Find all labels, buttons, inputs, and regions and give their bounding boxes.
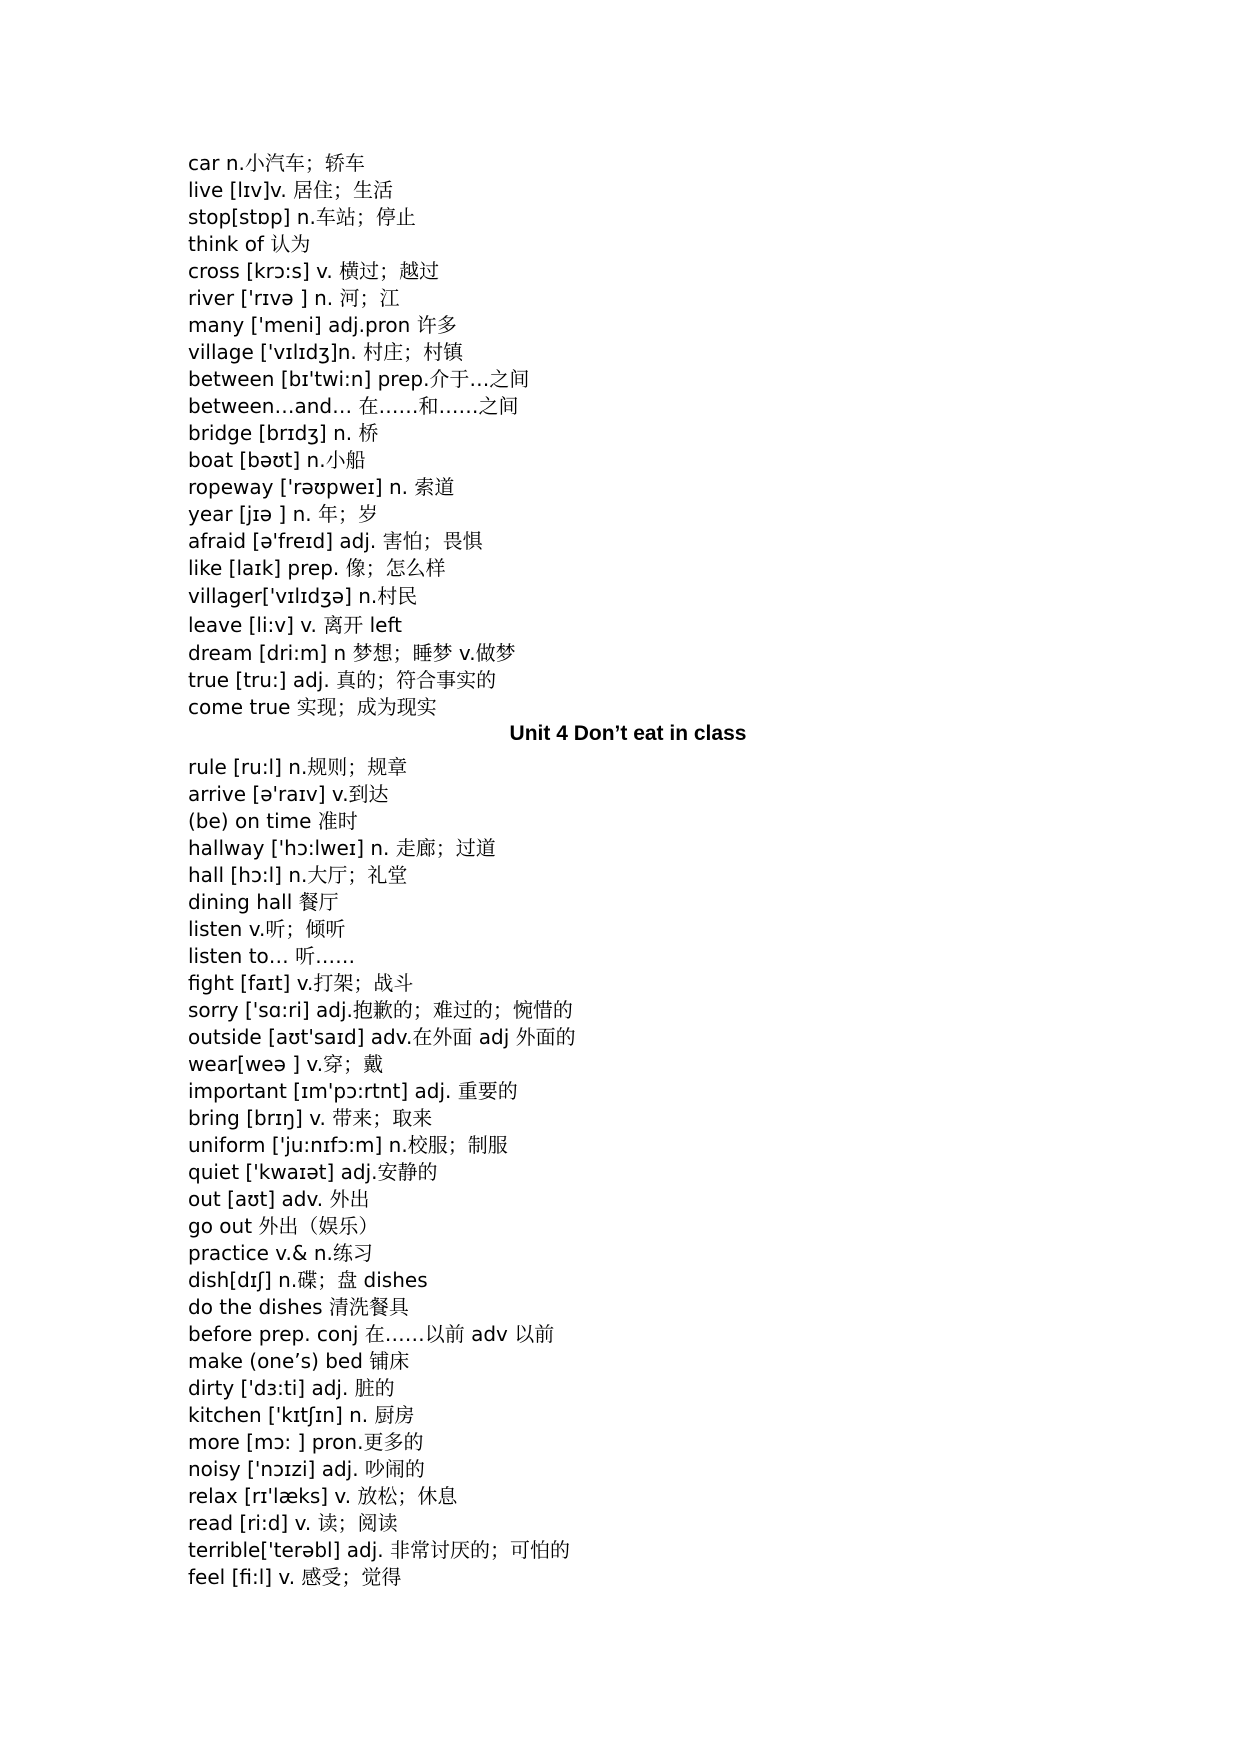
vocab-entry: like [laɪk] prep. 像；怎么样 (188, 556, 446, 580)
vocab-entry: live [lɪv]v. 居住；生活 (188, 178, 394, 202)
vocab-entry: feel [fi:l] v. 感受；觉得 (188, 1565, 402, 1589)
vocab-entry: arrive [ə'raɪv] v.到达 (188, 782, 389, 806)
vocab-entry: uniform ['ju:nɪfɔ:m] n.校服；制服 (188, 1133, 508, 1157)
vocab-entry: before prep. conj 在……以前 adv 以前 (188, 1322, 555, 1346)
vocab-entry: true [tru:] adj. 真的；符合事实的 (188, 668, 497, 692)
vocab-entry: relax [rɪ'læks] v. 放松；休息 (188, 1484, 458, 1508)
vocab-entry: listen to… 听…… (188, 944, 356, 968)
vocab-entry: bridge [brɪdʒ] n. 桥 (188, 421, 379, 445)
vocab-entry: bring [brɪŋ] v. 带来；取来 (188, 1106, 433, 1130)
vocab-entry: dirty ['dɜ:ti] adj. 脏的 (188, 1376, 395, 1400)
vocab-entry: outside [aʊt'saɪd] adv.在外面 adj 外面的 (188, 1025, 576, 1049)
vocab-entry: wear[weə ] v.穿；戴 (188, 1052, 384, 1076)
vocab-entry: terrible['terəbl] adj. 非常讨厌的；可怕的 (188, 1538, 570, 1562)
unit-heading: Unit 4 Don’t eat in class (509, 722, 747, 745)
vocab-entry: many ['meni] adj.pron 许多 (188, 313, 457, 337)
vocab-entry: important [ɪm'pɔ:rtnt] adj. 重要的 (188, 1079, 518, 1103)
vocab-entry: boat [bəʊt] n.小船 (188, 448, 366, 472)
vocab-entry: quiet ['kwaɪət] adj.安静的 (188, 1160, 438, 1184)
vocab-entry: come true 实现；成为现实 (188, 695, 437, 719)
vocab-entry: go out 外出（娱乐） (188, 1214, 379, 1238)
vocab-entry: kitchen ['kɪtʃɪn] n. 厨房 (188, 1403, 415, 1427)
vocab-entry: year [jɪə ] n. 年；岁 (188, 502, 378, 526)
vocab-entry: dining hall 餐厅 (188, 890, 339, 914)
vocab-entry: sorry ['sɑ:ri] adj.抱歉的；难过的；惋惜的 (188, 998, 573, 1022)
vocab-entry: dish[dɪʃ] n.碟；盘 dishes (188, 1268, 428, 1292)
vocab-entry: make (one’s) bed 铺床 (188, 1349, 410, 1373)
vocab-entry: dream [dri:m] n 梦想；睡梦 v.做梦 (188, 641, 516, 665)
vocab-entry: stop[stɒp] n.车站；停止 (188, 205, 416, 229)
vocab-entry: cross [krɔ:s] v. 横过；越过 (188, 259, 440, 283)
vocab-entry: rule [ru:l] n.规则；规章 (188, 755, 408, 779)
vocab-entry: out [aʊt] adv. 外出 (188, 1187, 370, 1211)
vocab-entry: (be) on time 准时 (188, 809, 358, 833)
vocabulary-list-after (188, 754, 1068, 1591)
vocab-entry: village ['vɪlɪdʒ]n. 村庄；村镇 (188, 340, 464, 364)
vocab-entry: between [bɪ'twi:n] prep.介于…之间 (188, 367, 530, 391)
vocab-entry: read [ri:d] v. 读；阅读 (188, 1511, 398, 1535)
vocab-entry: listen v.听；倾听 (188, 917, 346, 941)
vocabulary-list-before (188, 150, 1068, 721)
vocab-entry: villager['vɪlɪdʒə] n.村民 (188, 584, 418, 608)
vocab-entry: do the dishes 清洗餐具 (188, 1295, 409, 1319)
vocab-entry: hallway ['hɔ:lweɪ] n. 走廊；过道 (188, 836, 496, 860)
vocab-entry: hall [hɔ:l] n.大厅；礼堂 (188, 863, 408, 887)
vocab-entry: ropeway ['rəʊpweɪ] n. 索道 (188, 475, 455, 499)
vocab-entry: car n.小汽车；轿车 (188, 151, 365, 175)
vocab-entry: afraid [ə'freɪd] adj. 害怕；畏惧 (188, 529, 483, 553)
vocab-entry: practice v.& n.练习 (188, 1241, 373, 1265)
vocab-entry: river ['rɪvə ] n. 河；江 (188, 286, 400, 310)
vocab-entry: between…and… 在……和……之间 (188, 394, 519, 418)
vocab-entry: more [mɔ: ] pron.更多的 (188, 1430, 424, 1454)
vocab-entry: leave [li:v] v. 离开 left (188, 613, 403, 637)
vocab-entry: fight [faɪt] v.打架；战斗 (188, 971, 414, 995)
vocab-entry: noisy ['nɔɪzi] adj. 吵闹的 (188, 1457, 425, 1481)
vocab-entry: think of 认为 (188, 232, 311, 256)
